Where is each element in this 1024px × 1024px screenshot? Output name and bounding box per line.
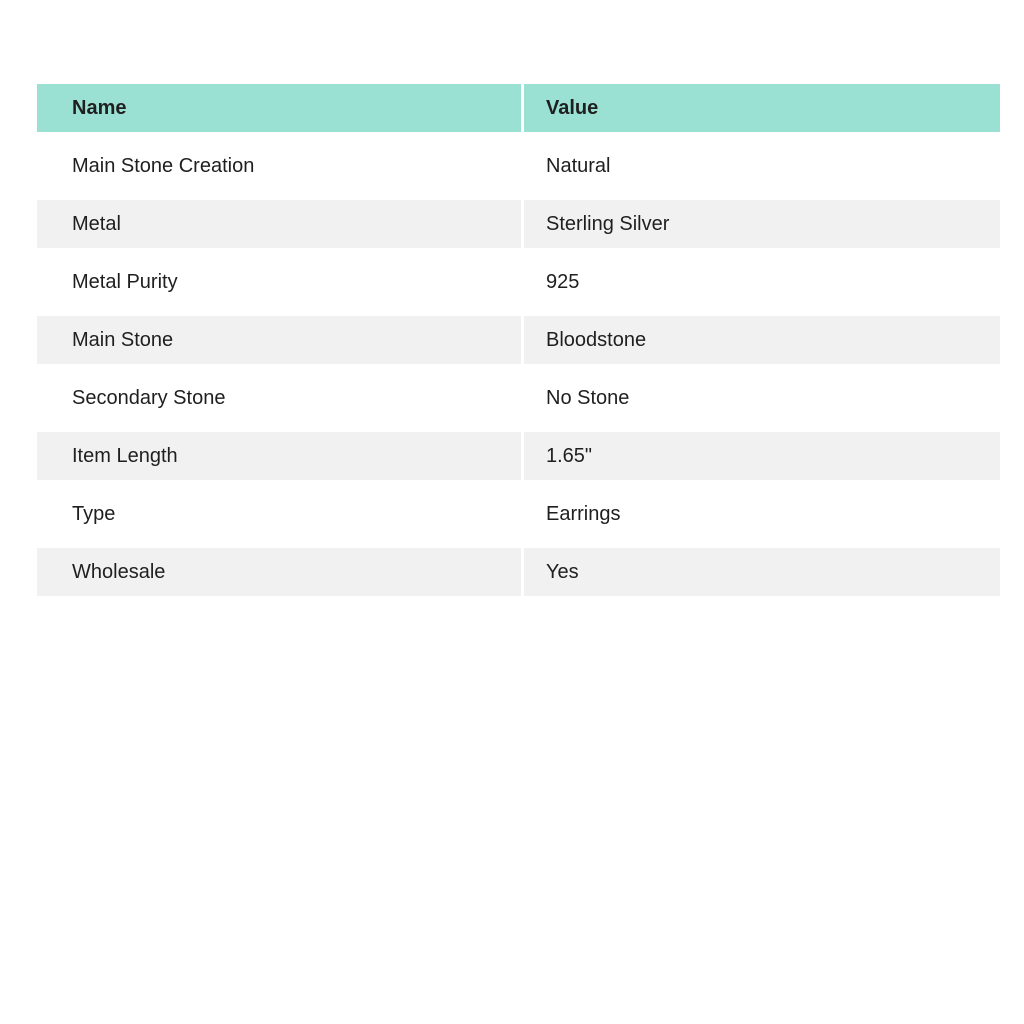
product-attributes-table xyxy=(37,79,1000,601)
attribute-value-cell: 1.65" xyxy=(524,427,1000,485)
table-row xyxy=(37,485,1000,543)
attribute-name-cell: Main Stone Creation xyxy=(37,137,524,195)
table-row xyxy=(37,253,1000,311)
attribute-name-cell: Metal xyxy=(37,195,524,253)
attribute-value-cell: Yes xyxy=(524,543,1000,601)
attribute-value-cell: No Stone xyxy=(524,369,1000,427)
attribute-value-cell: Natural xyxy=(524,137,1000,195)
column-header-name: Name xyxy=(37,79,524,137)
attribute-name-cell: Secondary Stone xyxy=(37,369,524,427)
table-header xyxy=(37,79,1000,137)
table-row xyxy=(37,427,1000,485)
table-row xyxy=(37,195,1000,253)
attribute-value-cell: Earrings xyxy=(524,485,1000,543)
table-row xyxy=(37,369,1000,427)
table-row xyxy=(37,543,1000,601)
header-row xyxy=(37,79,1000,137)
table-row xyxy=(37,137,1000,195)
attributes-table xyxy=(37,79,1000,601)
attribute-value-cell: Bloodstone xyxy=(524,311,1000,369)
attribute-name-cell: Item Length xyxy=(37,427,524,485)
table-body xyxy=(37,137,1000,601)
attribute-value-cell: Sterling Silver xyxy=(524,195,1000,253)
column-header-value: Value xyxy=(524,79,1000,137)
attribute-value-cell: 925 xyxy=(524,253,1000,311)
attribute-name-cell: Metal Purity xyxy=(37,253,524,311)
attribute-name-cell: Main Stone xyxy=(37,311,524,369)
attribute-name-cell: Type xyxy=(37,485,524,543)
table-row xyxy=(37,311,1000,369)
attribute-name-cell: Wholesale xyxy=(37,543,524,601)
